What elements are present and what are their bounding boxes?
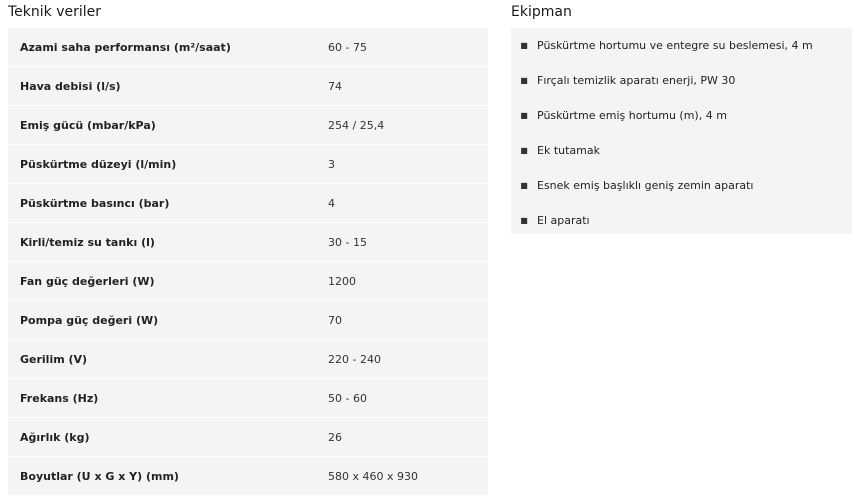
bullet-icon: ■ bbox=[520, 216, 528, 225]
spec-label: Kirli/temiz su tankı (l) bbox=[20, 235, 155, 249]
list-item bbox=[511, 63, 852, 98]
spec-value: 4 bbox=[328, 196, 335, 210]
equipment-label: Püskürtme emiş hortumu (m), 4 m bbox=[537, 109, 727, 122]
spec-value: 3 bbox=[328, 157, 335, 171]
spec-value: 60 - 75 bbox=[328, 40, 367, 54]
equipment-label: Esnek emiş başlıklı geniş zemin aparatı bbox=[537, 179, 754, 192]
spec-value: 50 - 60 bbox=[328, 391, 367, 405]
spec-label: Frekans (Hz) bbox=[20, 391, 99, 405]
spec-value: 74 bbox=[328, 79, 342, 93]
table-row bbox=[8, 301, 488, 339]
equipment-list bbox=[511, 28, 852, 234]
table-row bbox=[8, 418, 488, 456]
spec-label: Emiş gücü (mbar/kPa) bbox=[20, 118, 156, 132]
bullet-icon: ■ bbox=[520, 111, 528, 120]
spec-label: Fan güç değerleri (W) bbox=[20, 274, 155, 288]
table-row bbox=[8, 340, 488, 378]
spec-value: 254 / 25,4 bbox=[328, 118, 385, 132]
spec-label: Püskürtme düzeyi (l/min) bbox=[20, 157, 177, 171]
technical-data-table bbox=[8, 28, 488, 496]
equipment-title: Ekipman bbox=[511, 4, 572, 20]
table-row bbox=[8, 184, 488, 222]
technical-data-title: Teknik veriler bbox=[8, 4, 102, 20]
spec-value: 220 - 240 bbox=[328, 352, 381, 366]
table-row bbox=[8, 379, 488, 417]
equipment-label: Ek tutamak bbox=[537, 144, 600, 157]
spec-label: Azami saha performansı (m²/saat) bbox=[20, 40, 231, 54]
list-item bbox=[511, 203, 852, 238]
equipment-label: Püskürtme hortumu ve entegre su beslemesi, 4 m bbox=[537, 39, 813, 52]
list-item bbox=[511, 133, 852, 168]
equipment-label: Fırçalı temizlik aparatı enerji, PW 30 bbox=[537, 74, 736, 87]
spec-label: Ağırlık (kg) bbox=[20, 430, 90, 444]
bullet-icon: ■ bbox=[520, 76, 528, 85]
bullet-icon: ■ bbox=[520, 146, 528, 155]
spec-label: Püskürtme basıncı (bar) bbox=[20, 196, 170, 210]
table-row bbox=[8, 262, 488, 300]
spec-label: Hava debisi (l/s) bbox=[20, 79, 121, 93]
table-row bbox=[8, 457, 488, 495]
list-item bbox=[511, 168, 852, 203]
spec-value: 26 bbox=[328, 430, 342, 444]
spec-label: Pompa güç değeri (W) bbox=[20, 313, 159, 327]
table-row bbox=[8, 145, 488, 183]
spec-label: Boyutlar (U x G x Y) (mm) bbox=[20, 469, 179, 483]
spec-value: 1200 bbox=[328, 274, 356, 288]
spec-value: 70 bbox=[328, 313, 342, 327]
table-row bbox=[8, 28, 488, 66]
table-row bbox=[8, 106, 488, 144]
list-item bbox=[511, 98, 852, 133]
bullet-icon: ■ bbox=[520, 41, 528, 50]
spec-value: 30 - 15 bbox=[328, 235, 367, 249]
equipment-label: El aparatı bbox=[537, 214, 590, 227]
spec-label: Gerilim (V) bbox=[20, 352, 88, 366]
bullet-icon: ■ bbox=[520, 181, 528, 190]
spec-value: 580 x 460 x 930 bbox=[328, 469, 418, 483]
list-item bbox=[511, 28, 852, 63]
table-row bbox=[8, 223, 488, 261]
table-row bbox=[8, 67, 488, 105]
